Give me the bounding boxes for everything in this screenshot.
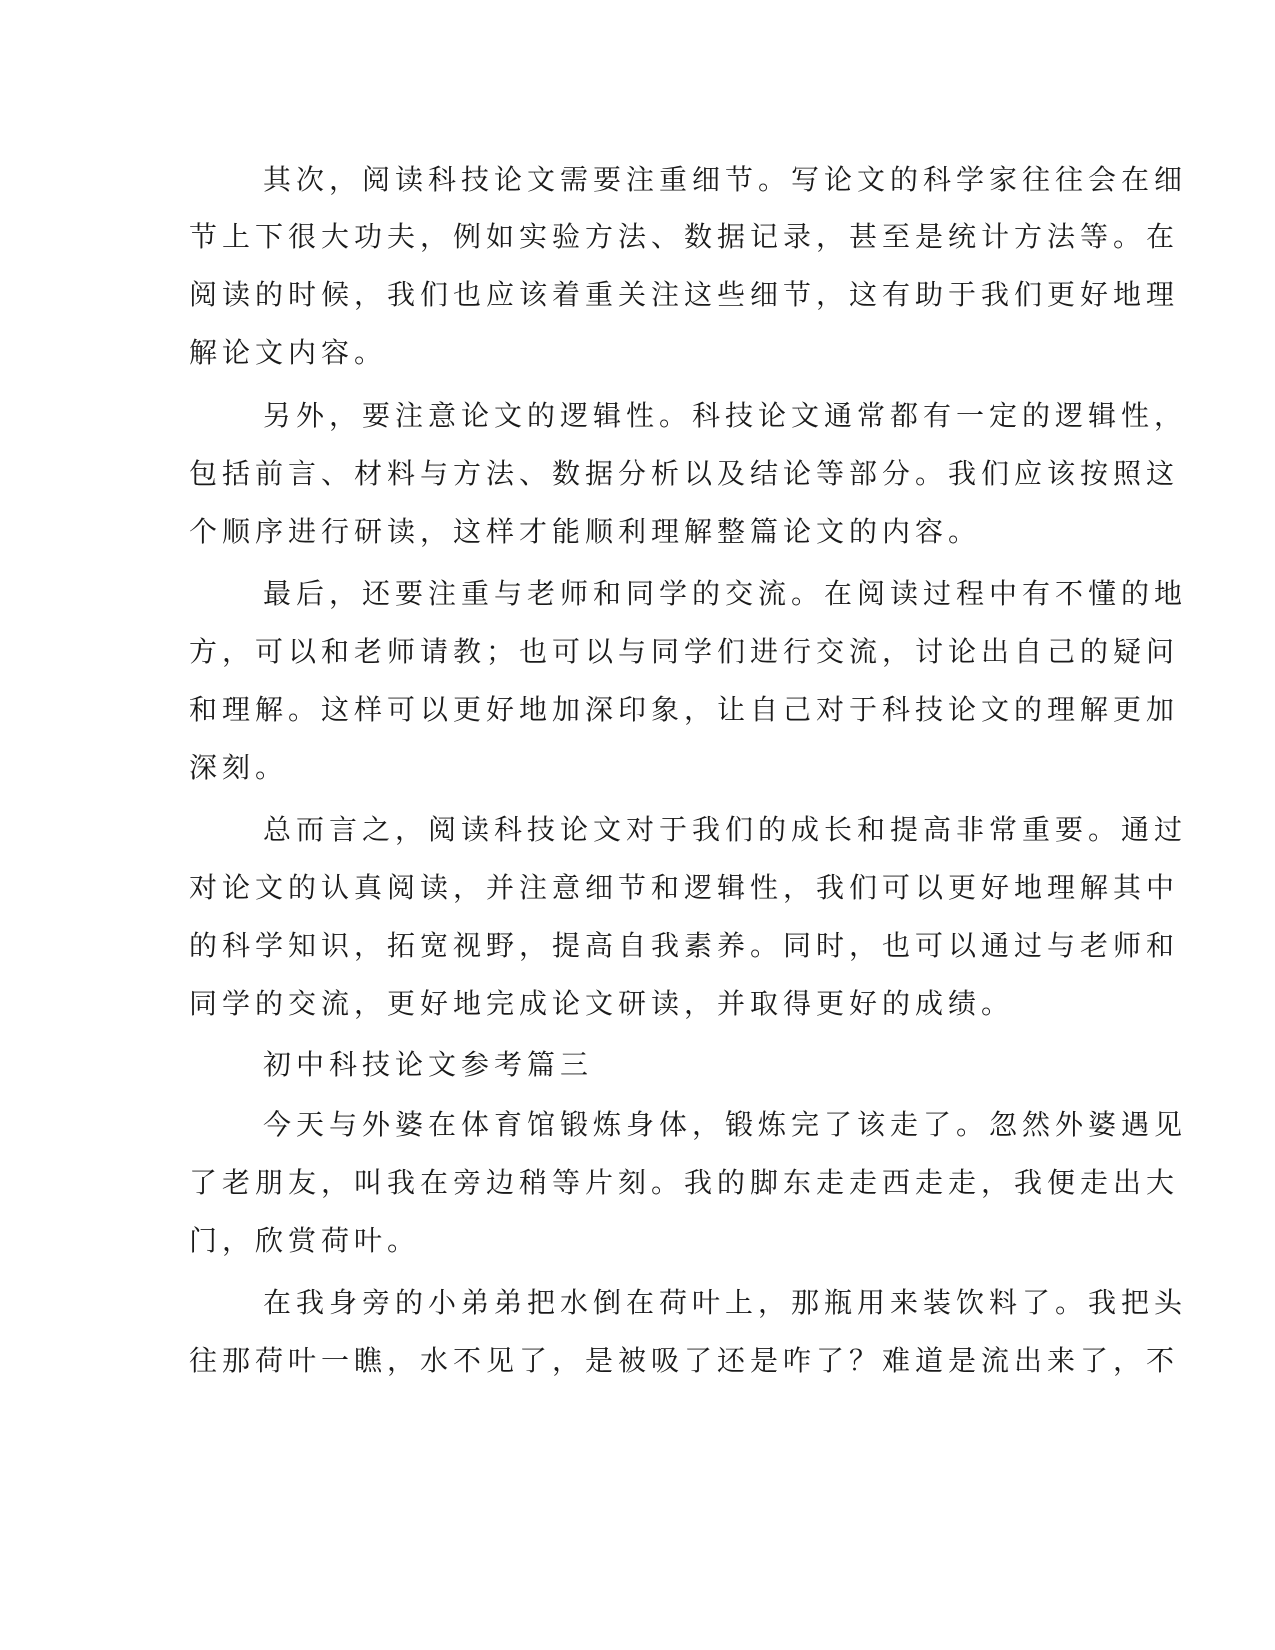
paragraph-line: 了老朋友，叫我在旁边稍等片刻。我的脚东走走西走走，我便走出大: [189, 1166, 1180, 1199]
paragraph-line: 和理解。这样可以更好地加深印象，让自己对于科技论文的理解更加: [189, 693, 1180, 726]
paragraph-line: 在我身旁的小弟弟把水倒在荷叶上，那瓶用来装饮料了。我把头: [263, 1286, 1188, 1319]
paragraph-line: 节上下很大功夫，例如实验方法、数据记录，甚至是统计方法等。在: [189, 220, 1180, 253]
section-heading: 初中科技论文参考篇三: [263, 1048, 594, 1081]
paragraph-line: 解论文内容。: [189, 336, 388, 369]
paragraph-line: 总而言之，阅读科技论文对于我们的成长和提高非常重要。通过: [263, 813, 1188, 846]
paragraph-line: 另外，要注意论文的逻辑性。科技论文通常都有一定的逻辑性，: [263, 399, 1188, 432]
paragraph-line: 最后，还要注重与老师和同学的交流。在阅读过程中有不懂的地: [263, 577, 1188, 610]
paragraph-line: 对论文的认真阅读，并注意细节和逻辑性，我们可以更好地理解其中: [189, 871, 1180, 904]
paragraph-line: 方，可以和老师请教；也可以与同学们进行交流，讨论出自己的疑问: [189, 635, 1180, 668]
paragraph-line: 深刻。: [189, 751, 289, 784]
paragraph-line: 今天与外婆在体育馆锻炼身体，锻炼完了该走了。忽然外婆遇见: [263, 1108, 1188, 1141]
paragraph-line: 门，欣赏荷叶。: [189, 1224, 421, 1257]
paragraph-line: 阅读的时候，我们也应该着重关注这些细节，这有助于我们更好地理: [189, 278, 1180, 311]
paragraph-line: 的科学知识，拓宽视野，提高自我素养。同时，也可以通过与老师和: [189, 929, 1180, 962]
paragraph-line: 同学的交流，更好地完成论文研读，并取得更好的成绩。: [189, 987, 1015, 1020]
paragraph-line: 往那荷叶一瞧，水不见了，是被吸了还是咋了？难道是流出来了，不: [189, 1344, 1180, 1377]
paragraph-line: 个顺序进行研读，这样才能顺利理解整篇论文的内容。: [189, 515, 982, 548]
paragraph-line: 其次，阅读科技论文需要注重细节。写论文的科学家往往会在细: [263, 163, 1188, 196]
paragraph-line: 包括前言、材料与方法、数据分析以及结论等部分。我们应该按照这: [189, 457, 1180, 490]
